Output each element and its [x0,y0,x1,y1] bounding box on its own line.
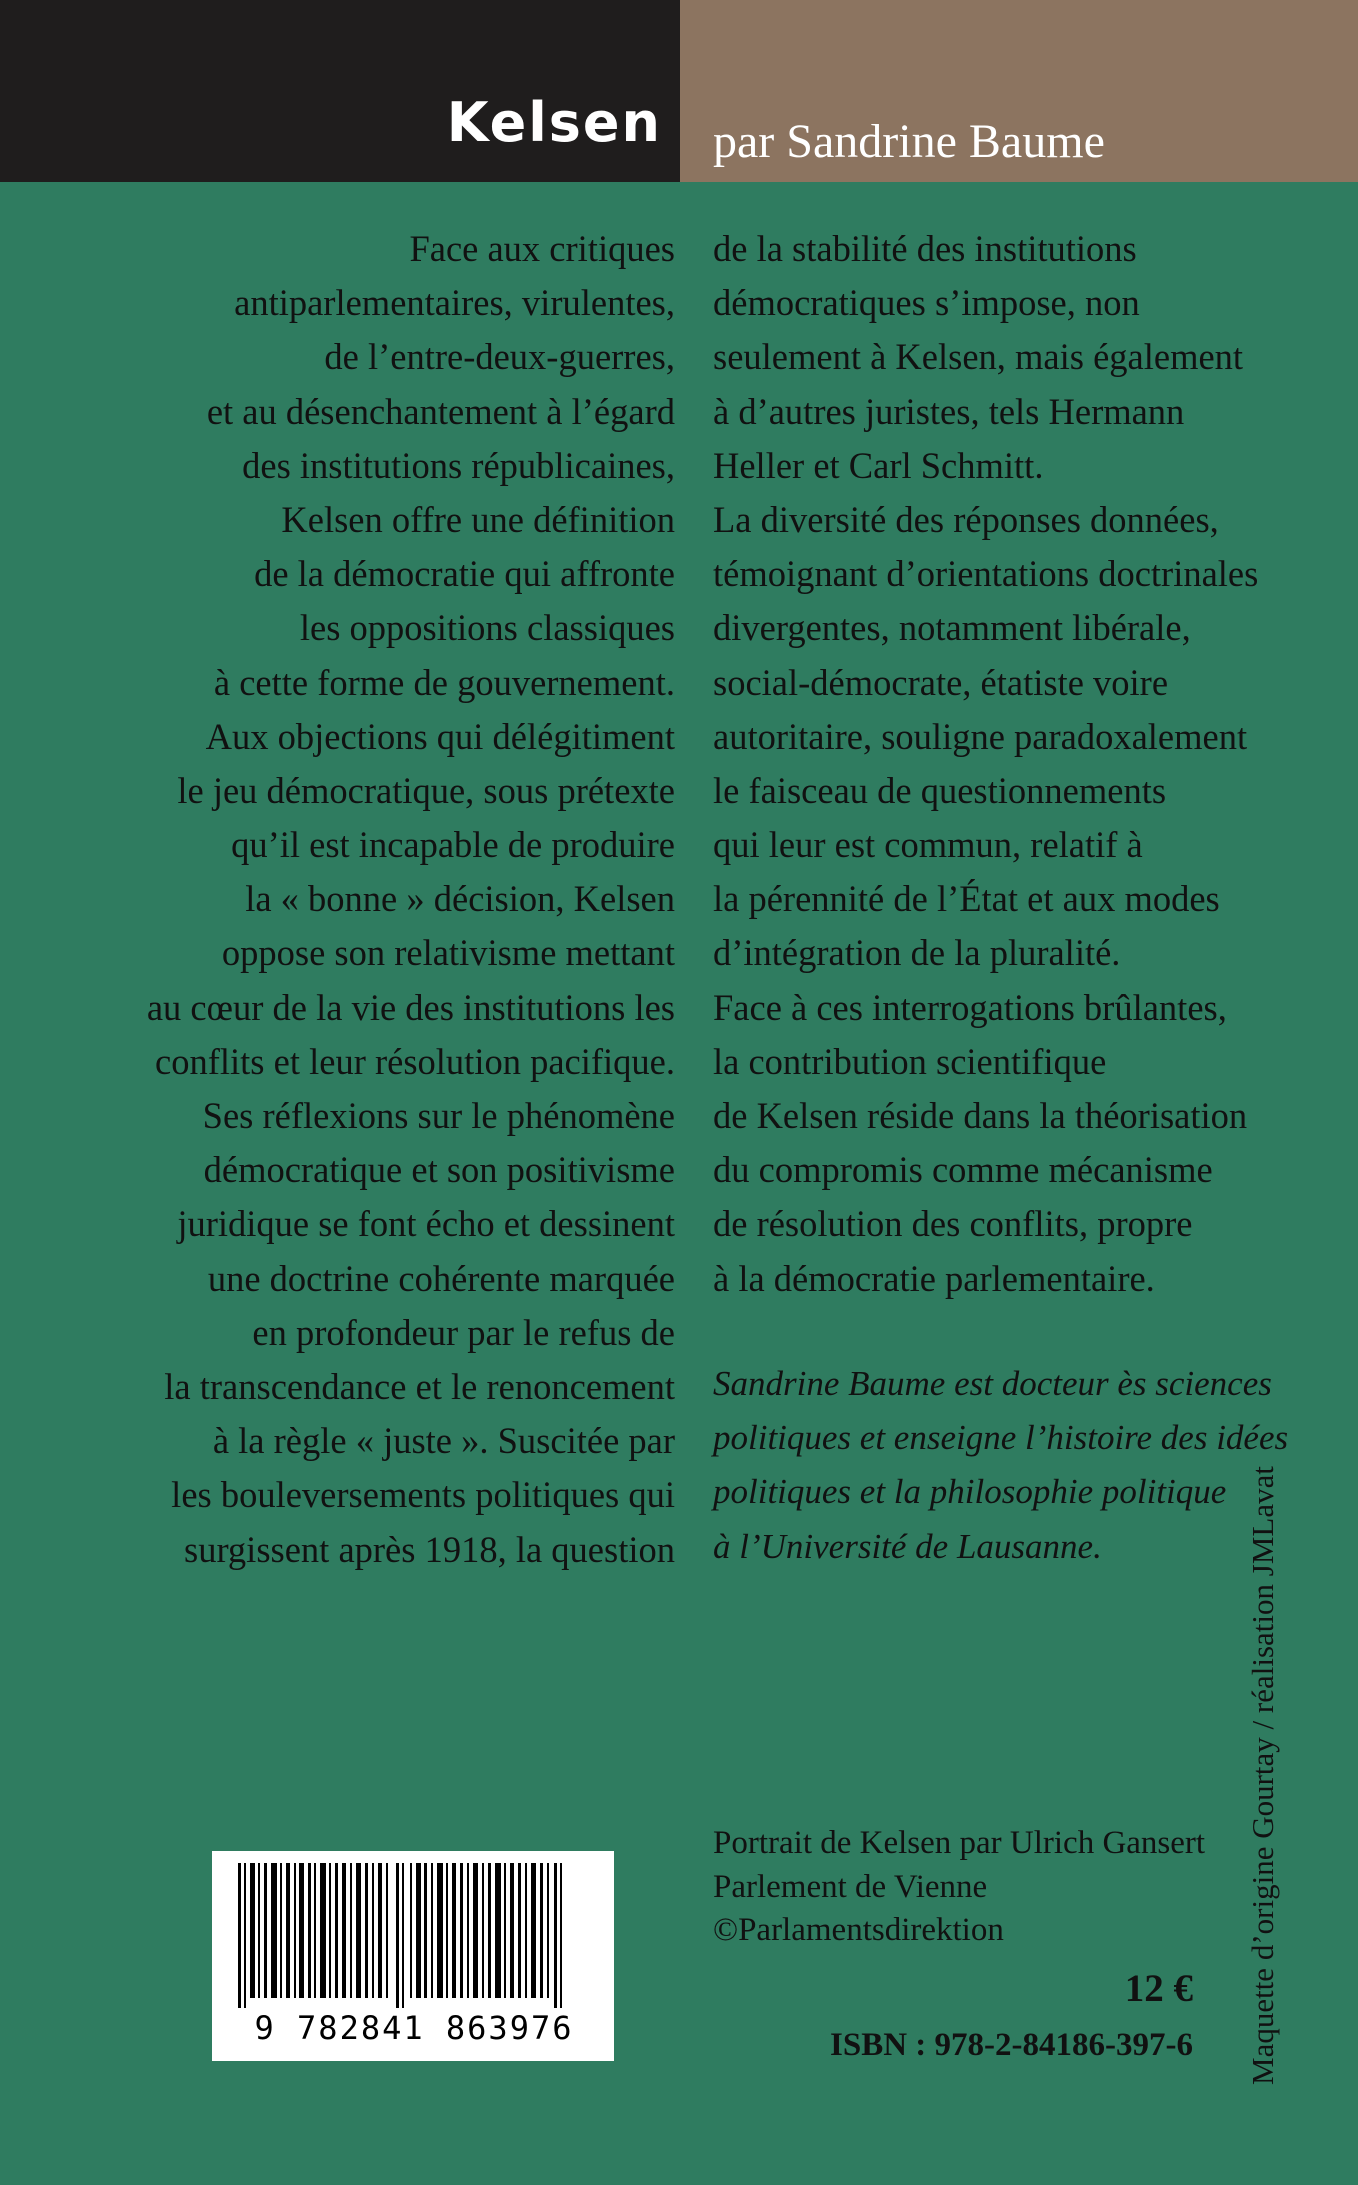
barcode-bars [236,1863,590,2008]
text-line: à d’autres juristes, tels Hermann [713,390,1185,432]
barcode-digits: 9 782841 863976 [254,2009,574,2047]
bio-line: politiques et la philosophie politique [713,1472,1227,1512]
text-line: en profondeur par le refus de [252,1311,675,1353]
bio-line: politiques et enseigne l’histoire des idées [713,1418,1289,1458]
isbn: ISBN : 978-2-84186-397-6 [830,2027,1193,2063]
vertical-credit: Maquette d’origine Gourtay / réalisation JMLavat [1245,1466,1280,2085]
text-line: de la démocratie qui affronte [254,553,675,595]
text-line: d’intégration de la pluralité. [713,932,1121,974]
text-line: le jeu démocratique, sous prétexte [177,769,675,811]
credit-line: ©Parlamentsdirektion [713,1912,1004,1948]
text-line: divergentes, notamment libérale, [713,607,1191,649]
text-line: au cœur de la vie des institutions les [146,986,675,1028]
text-line: la transcendance et le renoncement [164,1365,675,1407]
credit-line: Portrait de Kelsen par Ulrich Gansert [713,1825,1206,1861]
text-line: Ses réflexions sur le phénomène [202,1095,675,1136]
credit-line: Parlement de Vienne [713,1868,988,1905]
text-line: les bouleversements politiques qui [171,1474,675,1516]
text-line: et au désenchantement à l’égard [206,390,675,432]
text-line: démocratiques s’impose, non [713,282,1140,324]
text-line: Kelsen offre une définition [281,498,675,540]
text-line: la pérennité de l’État et aux modes [713,878,1220,920]
text-line: Aux objections qui délégitiment [205,715,675,757]
text-line: oppose son relativisme mettant [221,932,675,974]
author-bio [713,1357,1288,1574]
text-line: Face à ces interrogations brûlantes, [713,986,1227,1028]
book-title: Kelsen [446,91,662,154]
text-line: une doctrine cohérente marquée [207,1257,675,1299]
left-text-column [147,222,675,1577]
text-line: de l’entre-deux-guerres, [324,336,675,378]
text-line: qu’il est incapable de produire [231,824,675,866]
text-line: démocratique et son positivisme [203,1149,675,1191]
text-line: du compromis comme mécanisme [713,1149,1213,1191]
text-line: le faisceau de questionnements [713,769,1167,811]
text-line: de Kelsen réside dans la théorisation [713,1095,1248,1136]
bio-line: Sandrine Baume est docteur ès sciences [713,1364,1272,1403]
text-line: juridique se font écho et dessinent [177,1203,675,1245]
text-line: social-démocrate, étatiste voire [713,661,1169,703]
text-line: témoignant d’orientations doctrinales [713,553,1259,595]
barcode [212,1851,614,2061]
header-brown-band [680,0,1358,182]
text-line: des institutions républicaines, [242,444,675,486]
text-line: Heller et Carl Schmitt. [713,444,1044,486]
text-line: à la règle « juste ». Suscitée par [212,1420,675,1462]
book-author: par Sandrine Baume [713,115,1105,168]
text-line: la contribution scientifique [713,1040,1107,1082]
text-line: conflits et leur résolution pacifique. [155,1040,675,1082]
text-line: Face aux critiques [409,228,675,269]
text-line: à cette forme de gouvernement. [213,661,675,703]
text-line: de résolution des conflits, propre [713,1203,1193,1245]
image-credits [713,1822,1205,1953]
text-line: surgissent après 1918, la question [183,1528,675,1570]
right-text-column [713,222,1258,1306]
text-line: de la stabilité des institutions [713,228,1137,269]
bio-line: à l’Université de Lausanne. [713,1526,1102,1566]
text-line: la « bonne » décision, Kelsen [245,878,675,920]
text-line: qui leur est commun, relatif à [713,824,1143,866]
text-line: antiparlementaires, virulentes, [234,282,675,324]
text-line: La diversité des réponses données, [713,498,1219,540]
text-line: les oppositions classiques [299,607,675,649]
text-line: à la démocratie parlementaire. [713,1257,1155,1299]
text-line: seulement à Kelsen, mais également [713,336,1244,378]
header-dark-band [0,0,680,182]
price: 12 € [1124,1967,1193,2010]
text-line: autoritaire, souligne paradoxalement [713,715,1248,757]
